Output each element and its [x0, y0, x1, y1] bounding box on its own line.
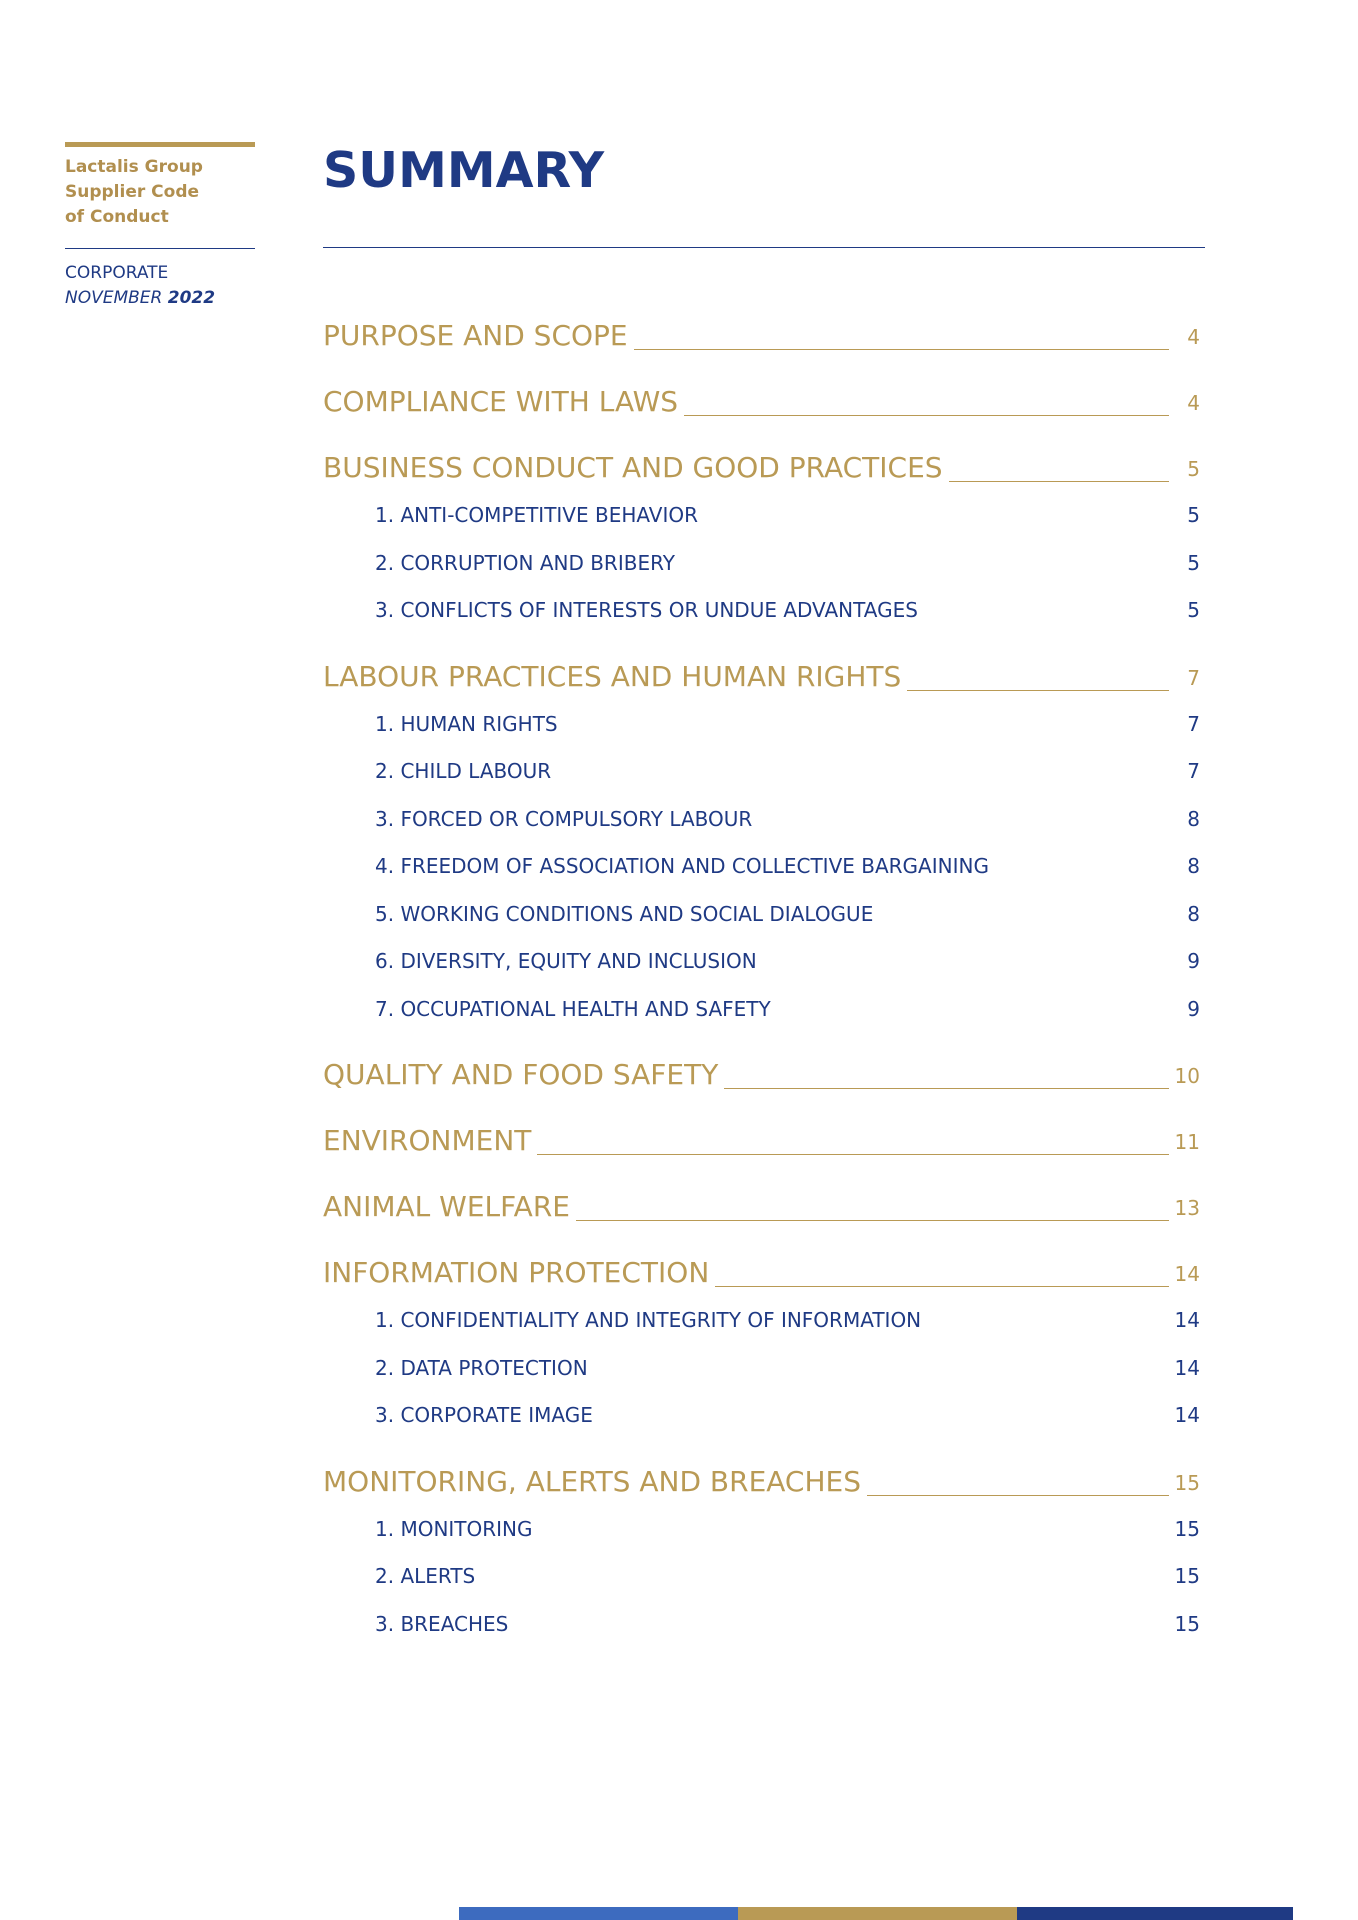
- toc-subsection-entry[interactable]: [323, 796, 1205, 844]
- title-divider: [323, 247, 1205, 248]
- toc-entry-label: 4. FREEDOM OF ASSOCIATION AND COLLECTIVE BARGAINING: [375, 854, 989, 878]
- toc-subsection-entry[interactable]: [323, 1601, 1205, 1649]
- toc-page-number: 4: [1187, 391, 1200, 415]
- toc-entry-label: 5. WORKING CONDITIONS AND SOCIAL DIALOGUE: [375, 901, 874, 926]
- toc-page-number: 14: [1174, 1262, 1200, 1286]
- toc-entry-label: 2. DATA PROTECTION: [375, 1355, 588, 1380]
- toc-page-number: 13: [1174, 1196, 1200, 1220]
- toc-page-number: 4: [1187, 325, 1200, 349]
- toc-subsection-entry[interactable]: [323, 986, 1205, 1034]
- toc-subsection-entry[interactable]: [323, 701, 1205, 749]
- footer-bar-gold: [738, 1907, 1017, 1920]
- document-title-line: of Conduct: [65, 207, 169, 227]
- toc-subsection-entry[interactable]: [323, 891, 1205, 939]
- toc-section-entry[interactable]: [323, 1117, 1205, 1165]
- toc-section-entry[interactable]: [323, 378, 1205, 426]
- toc-page-number: 5: [1187, 550, 1200, 575]
- toc-entry-label: INFORMATION PROTECTION: [323, 1249, 715, 1297]
- toc-entry-label: 7. OCCUPATIONAL HEALTH AND SAFETY: [375, 996, 771, 1021]
- toc-page-number: 9: [1187, 996, 1200, 1021]
- toc-entry-label: LABOUR PRACTICES AND HUMAN RIGHTS: [323, 653, 907, 701]
- toc-entry-label: MONITORING, ALERTS AND BREACHES: [323, 1458, 867, 1506]
- toc-entry-label: ENVIRONMENT: [323, 1117, 537, 1165]
- toc-entry-label: 2. CORRUPTION AND BRIBERY: [375, 550, 675, 575]
- document-sidebar: [65, 142, 255, 311]
- toc-entry-label: 2. ALERTS: [375, 1564, 476, 1588]
- footer-color-bars: [459, 1907, 1293, 1920]
- toc-entry-label: 3. FORCED OR COMPULSORY LABOUR: [375, 806, 753, 831]
- toc-page-number: 14: [1174, 1355, 1200, 1380]
- toc-section-entry[interactable]: [323, 1249, 1205, 1297]
- document-date: [65, 286, 255, 311]
- toc-subsection-entry[interactable]: [323, 1392, 1205, 1440]
- toc-section-entry[interactable]: [323, 1051, 1205, 1099]
- toc-page-number: 15: [1174, 1564, 1200, 1588]
- sidebar-accent-bar: [65, 142, 255, 147]
- toc-entry-label: 3. BREACHES: [375, 1611, 509, 1636]
- toc-entry-label: 1. CONFIDENTIALITY AND INTEGRITY OF INFORMATION: [375, 1308, 922, 1332]
- toc-entry-label: ANIMAL WELFARE: [323, 1183, 576, 1231]
- toc-entry-label: 1. ANTI-COMPETITIVE BEHAVIOR: [375, 503, 698, 527]
- date-month: NOVEMBER: [65, 288, 163, 308]
- document-title-line: Supplier Code: [65, 182, 200, 202]
- date-year: 2022: [167, 288, 216, 308]
- toc-page-number: 15: [1174, 1611, 1200, 1636]
- toc-entry-label: BUSINESS CONDUCT AND GOOD PRACTICES: [323, 444, 949, 492]
- toc-subsection-entry[interactable]: [323, 492, 1205, 540]
- toc-page-number: 14: [1174, 1308, 1200, 1332]
- toc-entry-label: 3. CONFLICTS OF INTERESTS OR UNDUE ADVANTAGES: [375, 598, 918, 622]
- toc-page-number: 15: [1174, 1470, 1200, 1495]
- toc-page-number: 5: [1187, 503, 1200, 527]
- toc-page-number: 5: [1187, 598, 1200, 622]
- toc-page-number: 7: [1187, 759, 1200, 783]
- footer-bar-navy: [1017, 1907, 1293, 1920]
- document-title-line: Lactalis Group: [65, 157, 203, 177]
- toc-subsection-entry[interactable]: [323, 1345, 1205, 1393]
- toc-entry-label: 2. CHILD LABOUR: [375, 759, 552, 783]
- toc-subsection-entry[interactable]: [323, 748, 1205, 796]
- toc-page-number: 10: [1174, 1064, 1200, 1088]
- toc-page-number: 15: [1174, 1516, 1200, 1541]
- toc-entry-label: PURPOSE AND SCOPE: [323, 312, 634, 360]
- toc-entry-label: 3. CORPORATE IMAGE: [375, 1403, 593, 1427]
- toc-page-number: 5: [1187, 457, 1200, 481]
- toc-section-entry[interactable]: [323, 444, 1205, 492]
- toc-page-number: 8: [1187, 901, 1200, 926]
- toc-entry-label: QUALITY AND FOOD SAFETY: [323, 1051, 724, 1099]
- toc-page-number: 7: [1187, 711, 1200, 736]
- toc-subsection-entry[interactable]: [323, 1506, 1205, 1554]
- toc-entry-label: COMPLIANCE WITH LAWS: [323, 378, 684, 426]
- toc-subsection-entry[interactable]: [323, 1553, 1205, 1601]
- document-title: [65, 155, 255, 230]
- toc-page-number: 8: [1187, 854, 1200, 878]
- toc-entry-label: 1. MONITORING: [375, 1516, 533, 1541]
- toc-page-number: 11: [1174, 1130, 1200, 1154]
- toc-section-entry[interactable]: [323, 653, 1205, 701]
- toc-subsection-entry[interactable]: [323, 587, 1205, 635]
- toc-subsection-entry[interactable]: [323, 843, 1205, 891]
- toc-page-number: 8: [1187, 806, 1200, 831]
- toc-section-entry[interactable]: [323, 312, 1205, 360]
- toc-entry-label: 6. DIVERSITY, EQUITY AND INCLUSION: [375, 949, 757, 973]
- toc-subsection-entry[interactable]: [323, 1297, 1205, 1345]
- table-of-contents: [323, 312, 1205, 1648]
- footer-bar-blue: [459, 1907, 738, 1920]
- sidebar-divider: [65, 248, 255, 249]
- toc-section-entry[interactable]: [323, 1458, 1205, 1506]
- toc-page-number: 9: [1187, 949, 1200, 973]
- toc-section-entry[interactable]: [323, 1183, 1205, 1231]
- toc-page-number: 14: [1174, 1403, 1200, 1427]
- summary-content: [323, 140, 1205, 1636]
- toc-page-number: 7: [1187, 665, 1200, 690]
- toc-subsection-entry[interactable]: [323, 540, 1205, 588]
- toc-entry-label: 1. HUMAN RIGHTS: [375, 711, 558, 736]
- division-label: CORPORATE: [65, 263, 169, 283]
- page-title: SUMMARY: [323, 142, 605, 199]
- toc-subsection-entry[interactable]: [323, 938, 1205, 986]
